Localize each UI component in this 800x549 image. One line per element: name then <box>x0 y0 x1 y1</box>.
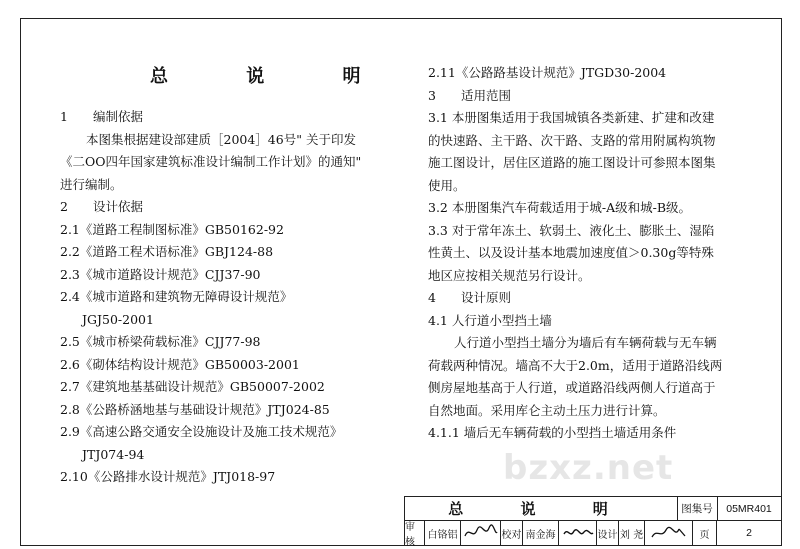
title-block <box>404 496 781 548</box>
list-item: 2.11《公路路基设计规范》JTGD30-2004 <box>428 65 667 80</box>
text-line: 3.1 本册图集适用于我国城镇各类新建、扩建和改建 <box>428 110 715 125</box>
text-line: 使用。 <box>428 177 466 193</box>
design-label: 设计 <box>597 520 619 546</box>
page-number: 2 <box>746 527 752 539</box>
text-line: 性黄土、以及设计基本地震加速度值＞0.30g等特殊 <box>428 245 714 260</box>
right-column <box>428 62 766 445</box>
section-heading: 2 设计依据 <box>60 199 143 214</box>
list-item: 2.5《城市桥梁荷载标准》CJJ77-98 <box>60 334 261 349</box>
text-line: 《二OO四年国家建筑标准设计编制工作计划》的通知" <box>60 154 362 169</box>
designer-signature <box>645 520 693 546</box>
designer-name: 刘 尧 <box>619 520 645 546</box>
text-line: 本图集根据建设部建质［2004］46号" 关于印发 <box>86 131 356 147</box>
page-label: 页 <box>693 520 717 546</box>
list-item: 2.6《砌体结构设计规范》GB50003-2001 <box>60 356 300 372</box>
reviewer-name: 白铬铝 <box>425 520 461 546</box>
text-line: 荷载两种情况。墙高不大于2.0m，适用于道路沿线两 <box>428 357 723 373</box>
section-heading: 1 编制依据 <box>60 109 143 124</box>
text-line: 侧房屋地基高于人行道，或道路沿线两侧人行道高于 <box>428 380 716 395</box>
list-item: 2.1《道路工程制图标准》GB50162-92 <box>60 221 284 237</box>
text-line: 3.2 本册图集汽车荷载适用于城-A级和城-B级。 <box>428 200 692 215</box>
signature-mark <box>463 524 499 542</box>
section-heading: 4 设计原则 <box>428 290 511 305</box>
list-item: 2.9《高速公路交通安全设施设计及施工技术规范》 <box>60 424 343 439</box>
signature-mark <box>649 524 689 542</box>
text-line: 地区应按相关规范另行设计。 <box>428 267 591 283</box>
atlas-number: 05MR401 <box>726 502 772 515</box>
reviewer-signature <box>461 520 501 546</box>
text-line: 人行道小型挡土墙分为墙后有车辆荷载与无车辆 <box>454 335 717 350</box>
text-line: 3.3 对于常年冻土、软弱土、液化土、膨胀土、湿陷 <box>428 222 715 238</box>
title-block-row-1 <box>405 497 781 521</box>
checker-signature <box>559 520 597 546</box>
subsection-heading: 4.1 人行道小型挡土墙 <box>428 312 552 328</box>
list-item: 2.3《城市道路设计规范》CJJ37-90 <box>60 266 261 282</box>
title-block-title: 总 说 明 <box>405 497 678 520</box>
section-heading: 3 适用范围 <box>428 87 511 103</box>
list-item: 2.8《公路桥涵地基与基础设计规范》JTJ024-85 <box>60 401 330 417</box>
list-item-continuation: JTJ074-94 <box>82 446 145 462</box>
text-line: 的快速路、主干路、次干路、支路的常用附属构筑物 <box>428 132 716 148</box>
text-line: 自然地面。采用库仑主动土压力进行计算。 <box>428 402 666 418</box>
list-item-continuation: JGJ50-2001 <box>82 311 154 327</box>
list-item: 2.7《建筑地基基础设计规范》GB50007-2002 <box>60 379 325 394</box>
list-item: 2.2《道路工程术语标准》GBJ124-88 <box>60 244 274 259</box>
title-block-row-2 <box>405 520 781 546</box>
text-line: 进行编制。 <box>60 176 123 192</box>
signature-mark <box>561 524 595 542</box>
left-column <box>60 106 390 489</box>
checker-name: 南金海 <box>523 520 559 546</box>
atlas-number-label: 图集号 <box>677 497 718 520</box>
text-line: 4.1.1 墙后无车辆荷载的小型挡土墙适用条件 <box>428 425 677 440</box>
check-label: 校对 <box>501 520 523 546</box>
text-line: 施工图设计，居住区道路的施工图设计可参照本图集 <box>428 155 716 170</box>
page-title: 总 说 明 <box>150 66 397 87</box>
list-item: 2.4《城市道路和建筑物无障碍设计规范》 <box>60 289 293 304</box>
list-item: 2.10《公路排水设计规范》JTJ018-97 <box>60 469 276 484</box>
watermark: bzxz.net <box>503 448 674 488</box>
review-label: 审核 <box>405 520 425 546</box>
